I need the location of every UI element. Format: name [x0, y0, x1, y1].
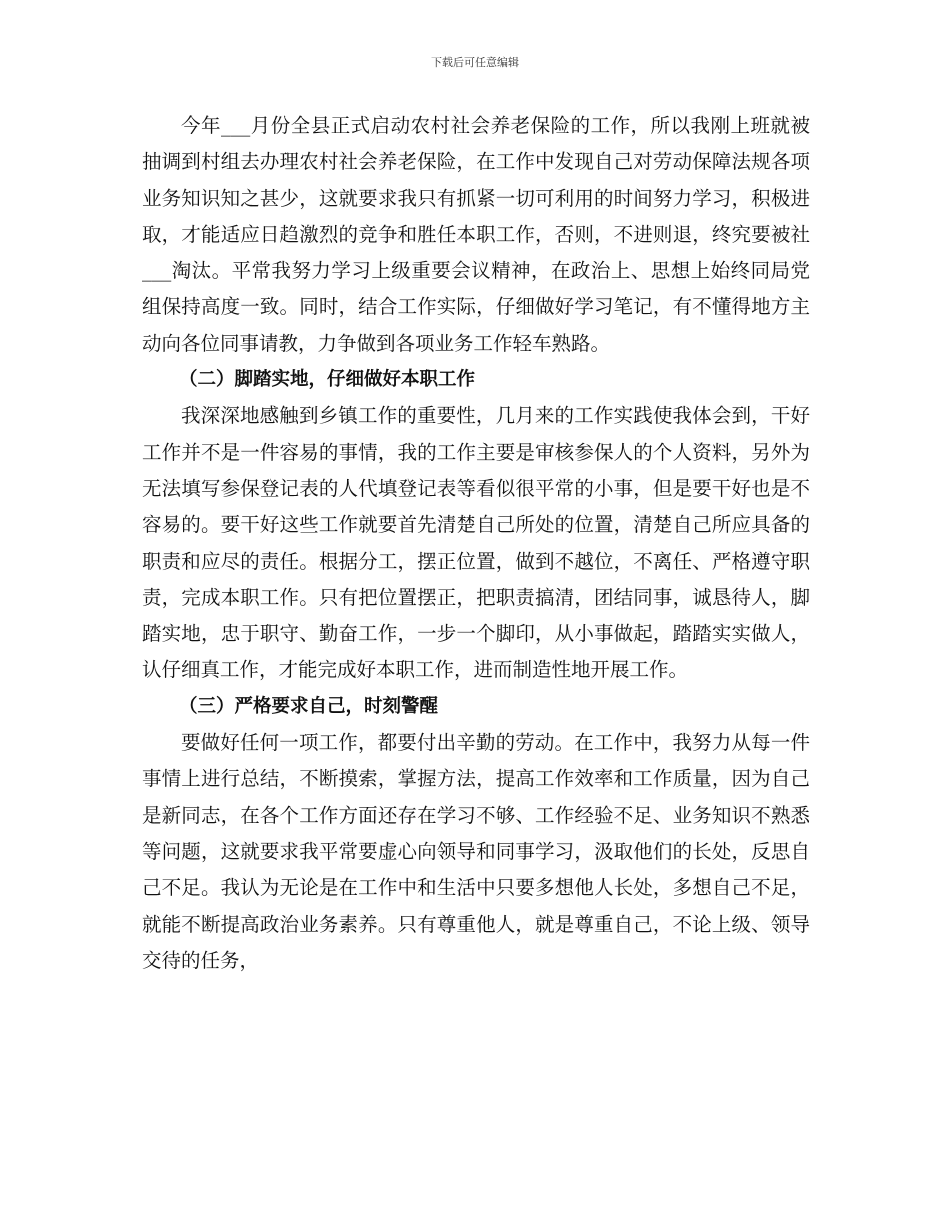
paragraph-2: 我深深地感触到乡镇工作的重要性，几月来的工作实践使我体会到，干好工作并不是一件容易的事情，我的工作主要是审核参保人的个人资料，另外为无法填写参保登记表的人代填登记表等看似很平常的小事，但是要干好也是不容易的。要干好这些工作就要首先清楚自己所处的位置，清楚自己所应具备的职责和应尽的责任。根据分工，摆正位置，做到不越位，不离任、严格遵守职责，完成本职工作。只有把位置摆正，把职责搞清，团结同事，诚恳待人，脚踏实地，忠于职守、勤奋工作，一步一个脚印，从小事做起，踏踏实实做人，认仔细真工作，才能完成好本职工作，进而制造性地开展工作。: [142, 404, 810, 682]
page-header: 下载后可任意编辑: [431, 56, 519, 69]
section-heading-3: （三）严格要求自己，时刻警醒: [179, 695, 439, 717]
document-body: [142, 108, 810, 979]
paragraph-3: 要做好任何一项工作，都要付出辛勤的劳动。在工作中，我努力从每一件事情上进行总结，不断摸索，掌握方法，提高工作效率和工作质量，因为自己是新同志，在各个工作方面还存在学习不够、工作经验不足、业务知识不熟悉等问题，这就要求我平常要虚心向领导和同事学习，汲取他们的长处，反思自己不足。我认为无论是在工作中和生活中只要多想他人长处，多想自己不足，就能不断提高政治业务素养。只有尊重他人，就是尊重自己，不论上级、领导交待的任务，: [142, 731, 810, 972]
section-heading-2: （二）脚踏实地，仔细做好本职工作: [179, 369, 476, 391]
paragraph-1: 今年___月份全县正式启动农村社会养老保险的工作，所以我刚上班就被抽调到村组去办理农村社会养老保险，在工作中发现自己对劳动保障法规各项业务知识知之甚少，这就要求我只有抓紧一切可利用的时间努力学习，积极进取，才能适应日趋激烈的竞争和胜任本职工作，否则，不进则退，终究要被社___淘汰。平常我努力学习上级重要会议精神，在政治上、思想上始终同局党组保持高度一致。同时，结合工作实际，仔细做好学习笔记，有不懂得地方主动向各位同事请教，力争做到各项业务工作轻车熟路。: [142, 114, 810, 355]
